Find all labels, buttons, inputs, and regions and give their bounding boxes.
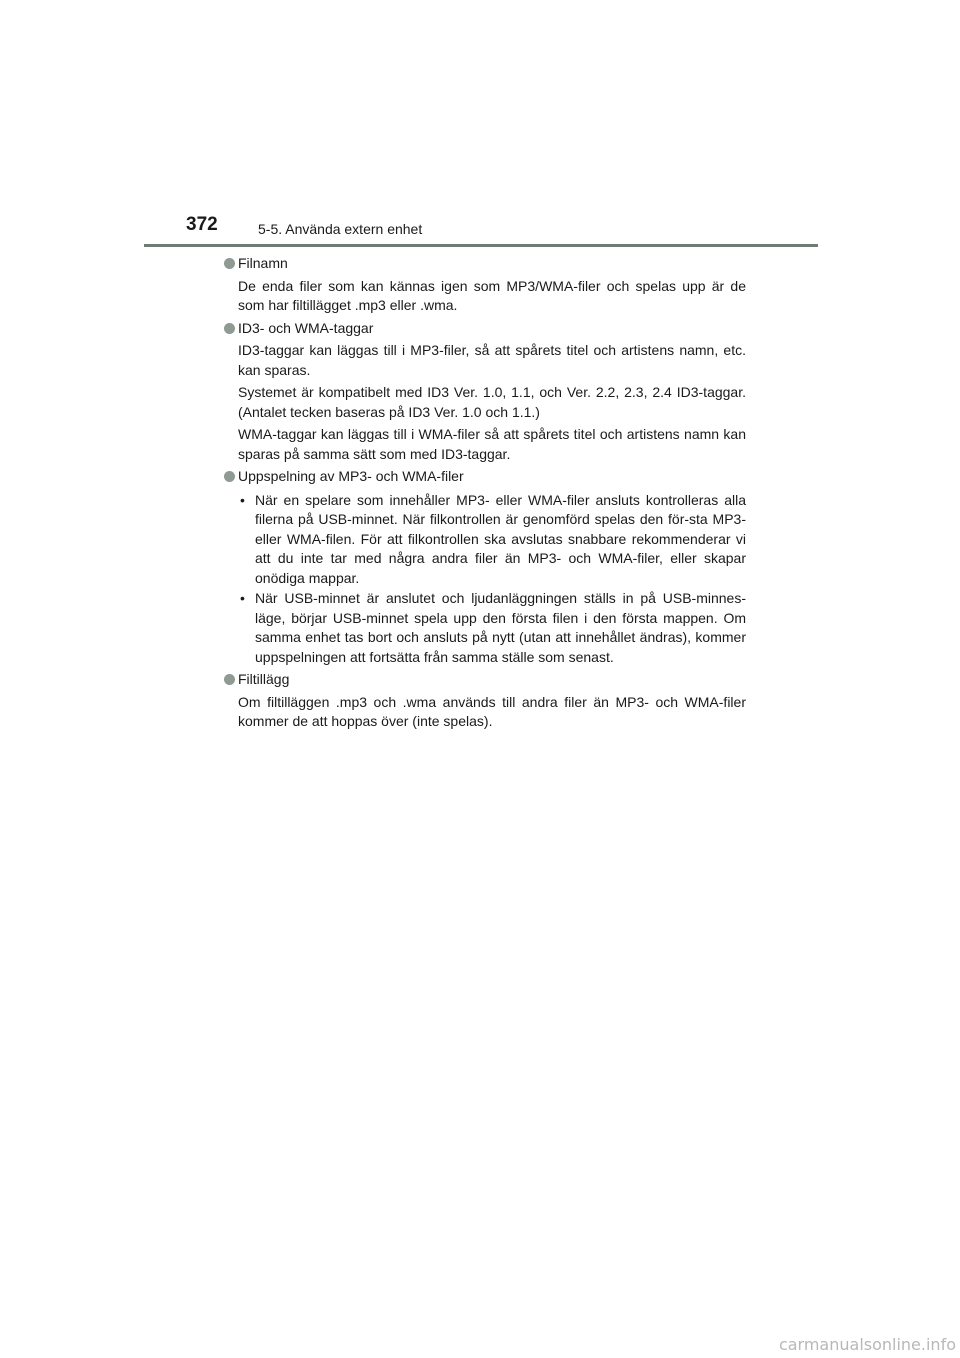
item-paragraph: Om filtilläggen .mp3 och .wma används till andra filer än MP3- och WMA-filer kommer de att hoppas över (inte spelas).: [238, 693, 746, 729]
item-paragraph: Systemet är kompatibelt med ID3 Ver. 1.0, 1.1, och Ver. 2.2, 2.3, 2.4 ID3-taggar. (Antalet tecken baseras på ID3 Ver. 1.0 och 1.1.): [238, 384, 746, 420]
bullet-circle-icon: [224, 471, 235, 482]
item-file-extension: [224, 670, 746, 732]
item-playback: [224, 467, 746, 667]
page-number: 372: [186, 214, 218, 235]
page-header: [186, 214, 818, 244]
section-title: 5-5. Använda extern enhet: [258, 221, 423, 237]
item-id3-wma-tags: [224, 319, 746, 465]
sub-list-item: [238, 589, 746, 667]
bullet-circle-icon: [224, 674, 235, 685]
sub-bullet-icon: •: [240, 491, 245, 508]
item-heading: Filtillägg: [238, 671, 290, 687]
item-heading: Uppspelning av MP3- och WMA-filer: [238, 468, 464, 484]
sub-item-text: När en spelare som innehåller MP3- eller WMA-filer ansluts kontrolleras alla filerna på USB-minnet. När filkontrollen är genomförd spelas den för-sta MP3- eller WMA-filen. För att filkontrollen ska avslutas snabbare rekommenderar vi att du inte tar med några andra filer än MP3- och WMA-filer, eller skapar onödiga mappar.: [255, 491, 746, 586]
sub-bullet-icon: •: [240, 590, 245, 606]
sub-list: [224, 491, 746, 668]
header-rule: [144, 244, 818, 247]
item-paragraph: De enda filer som kan kännas igen som MP3/WMA-filer och spelas upp är de som har filtillägget .mp3 eller .wma.: [238, 277, 746, 313]
item-heading: ID3- och WMA-taggar: [238, 319, 374, 336]
item-filnamn: [224, 254, 746, 316]
bullet-circle-icon: [224, 258, 235, 269]
footer-watermark: carmanualsonline.info: [778, 1335, 956, 1354]
content-body: [224, 254, 746, 735]
bullet-circle-icon: [224, 323, 235, 334]
item-heading: Filnamn: [238, 255, 288, 271]
sub-list-item: [238, 491, 746, 589]
sub-item-text: När USB-minnet är anslutet och ljudanläggningen ställs in på USB-minnes-läge, börjar USB-minnet spela upp den första filen i den första mappen. Om samma enhet tas bort och ansluts på nytt (utan att innehållet ändras), kommer uppspelningen att fortsätta från samma ställe som senast.: [255, 590, 746, 665]
item-paragraph: WMA-taggar kan läggas till i WMA-filer så att spårets titel och artistens namn kan sparas på samma sätt som med ID3-taggar.: [238, 426, 746, 462]
item-paragraph: ID3-taggar kan läggas till i MP3-filer, så att spårets titel och artistens namn, etc. kan sparas.: [238, 342, 746, 378]
